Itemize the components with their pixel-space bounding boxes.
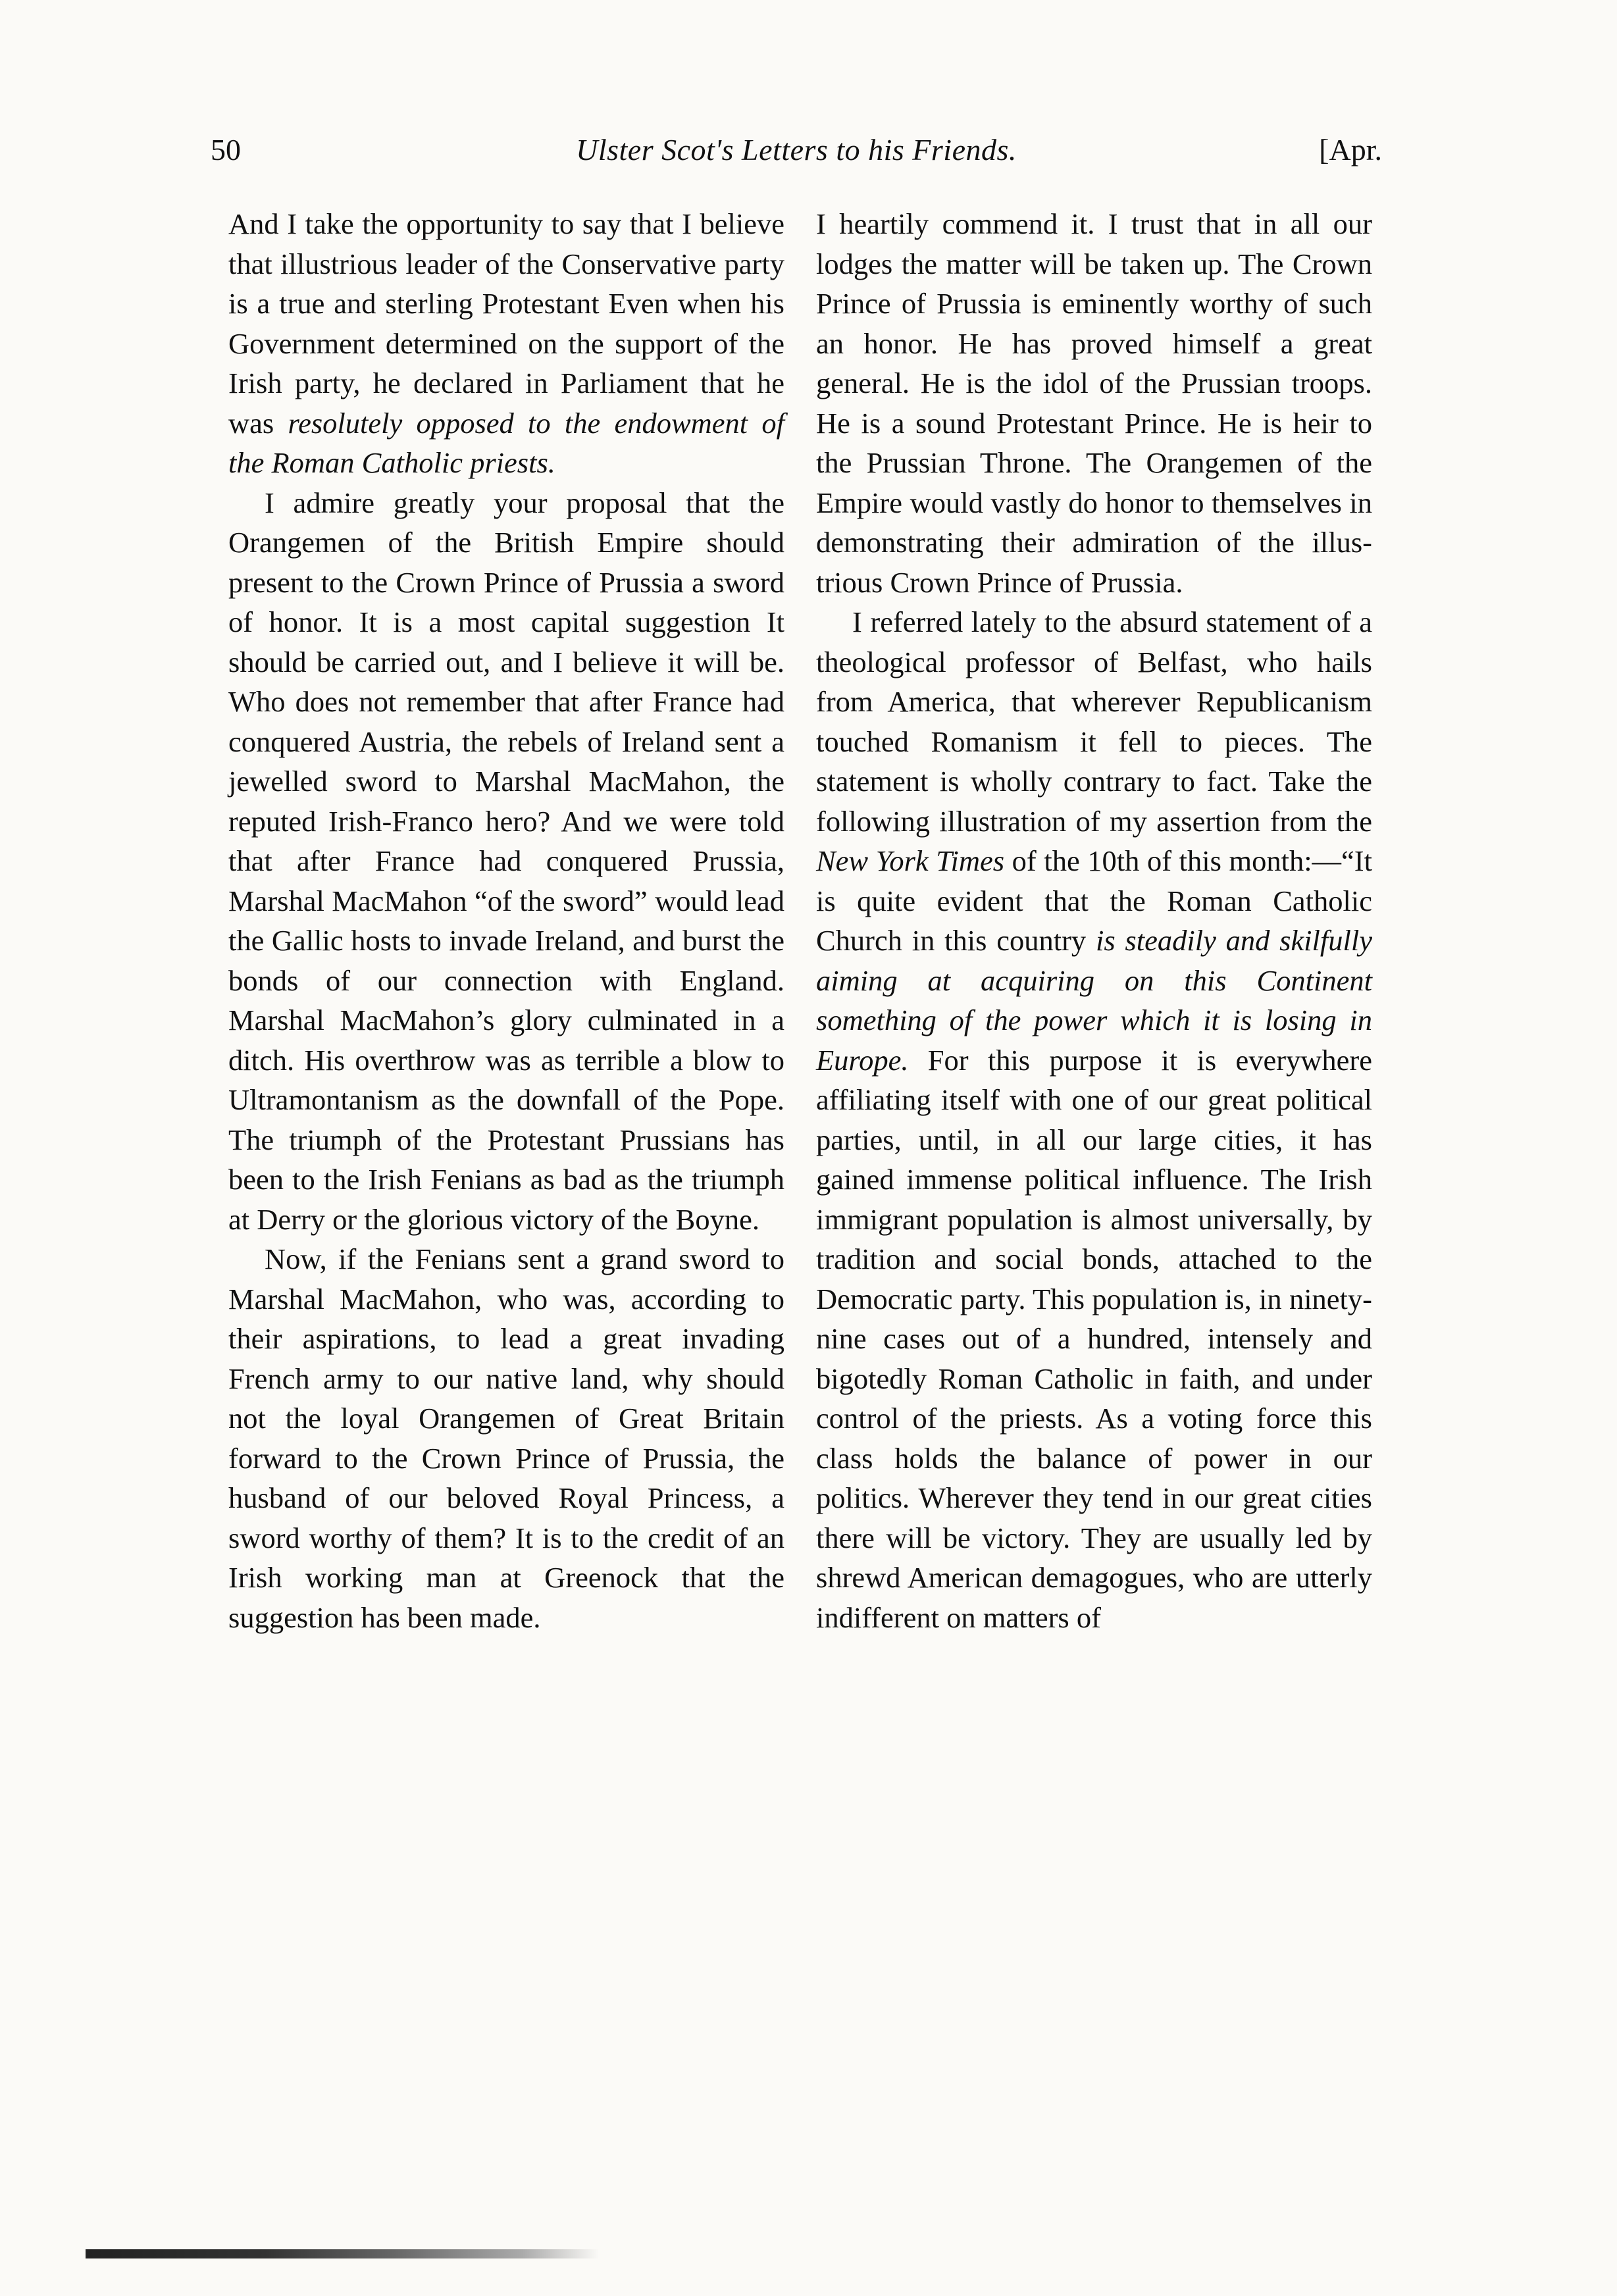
page-number: 50 (211, 133, 241, 166)
running-title: Ulster Scot's Letters to his Friends. (576, 133, 1017, 166)
paragraph-text: For this purpose it is everywhere affiliating itself with one of our great political parties, until, in all our large cities, it has gained immense political influence. The Irish immigrant population is almost universally, by tradition and social bonds, attached to the Democratic party. This population is, in ninety-nine cases out of a hundred, intensely and bigotedly Roman Catholic in faith, and under control of the priests. As a voting force this class holds the balance of power in our politics. Wherever they tend in our great cities there will be victory. They are usually led by shrewd American demagogues, who are utterly indifferent on matters of (816, 1043, 1372, 1634)
paragraph: I heartily commend it. I trust that in all our lodges the matter will be taken up. The Crown Prince of Prussia is eminently worthy of such an honor. He has proved himself a great general. He is the idol of the Prussian troops. He is a sound Protestant Prince. He is heir to the Prussian Throne. The Orangemen of the Empire would vastly do honor to themselves in demonstrating their admiration of the illustrious Crown Prince of Prussia. (816, 207, 1372, 599)
paragraph: Now, if the Fenians sent a grand sword to Marshal MacMahon, who was, according to their aspirations, to lead a great invading French army to our native land, why should not the loyal Orangemen of Great Britain forward to the Crown Prince of Prussia, the husband of our beloved Royal Princess, a sword worthy of them? It is to the credit of an Irish working man at Greenock that the suggestion has been made. (228, 1242, 784, 1634)
left-column (228, 204, 784, 1968)
paragraph (228, 204, 784, 483)
running-header (211, 124, 1382, 176)
newspaper-title: New York Times (816, 844, 1005, 877)
paragraph-text: of the 10th of this month:—“It is quite evident that the Roman Catholic Church in this country (816, 844, 1372, 957)
bottom-rule (86, 2249, 599, 2258)
italic-quote: is steadily and skilfully aiming at acquiring on this Continent something of the power which it is losing in Europe. (816, 924, 1373, 1077)
paragraph-text: And I take the opportunity to say that I believe that illustrious leader of the Conservative party is a true and sterling Protestant Even when his Government determined on the support of the Irish party, he declared in Parliament that he was (228, 207, 784, 440)
right-column (816, 204, 1372, 1968)
italic-quote: resolutely opposed to the endowment of the Roman Catholic priests. (228, 406, 784, 479)
paragraph (816, 602, 1372, 1637)
paragraph: I admire greatly your proposal that the Orangemen of the British Empire should present to the Crown Prince of Prussia a sword of honor. It is a most capital suggestion It should be carried out, and I believe it will be. Who does not remember that after France had conquered Austria, the rebels of Ireland sent a jewelled sword to Marshal MacMahon, the reputed Irish-Franco hero? And we were told that after France had conquered Prussia, Marshal MacMahon “of the sword” would lead the Gallic hosts to invade Ireland, and burst the bonds of our connection with England. Marshal MacMahon’s glory culminated in a ditch. His overthrow was as terrible a blow to Ultramontanism as the downfall of the Pope. The triumph of the Protestant Prussians has been to the Irish Fenians as bad as the triumph at Derry or the glorious victory of the Boyne. (228, 486, 784, 1236)
paragraph-text: I referred lately to the absurd statement of a theological professor of Belfast, who hails from America, that wherever Republicanism touched Romanism it fell to pieces. The statement is wholly contrary to fact. Take the following illustration of my assertion from the (816, 605, 1372, 838)
section-mark: [Apr. (1319, 133, 1382, 166)
